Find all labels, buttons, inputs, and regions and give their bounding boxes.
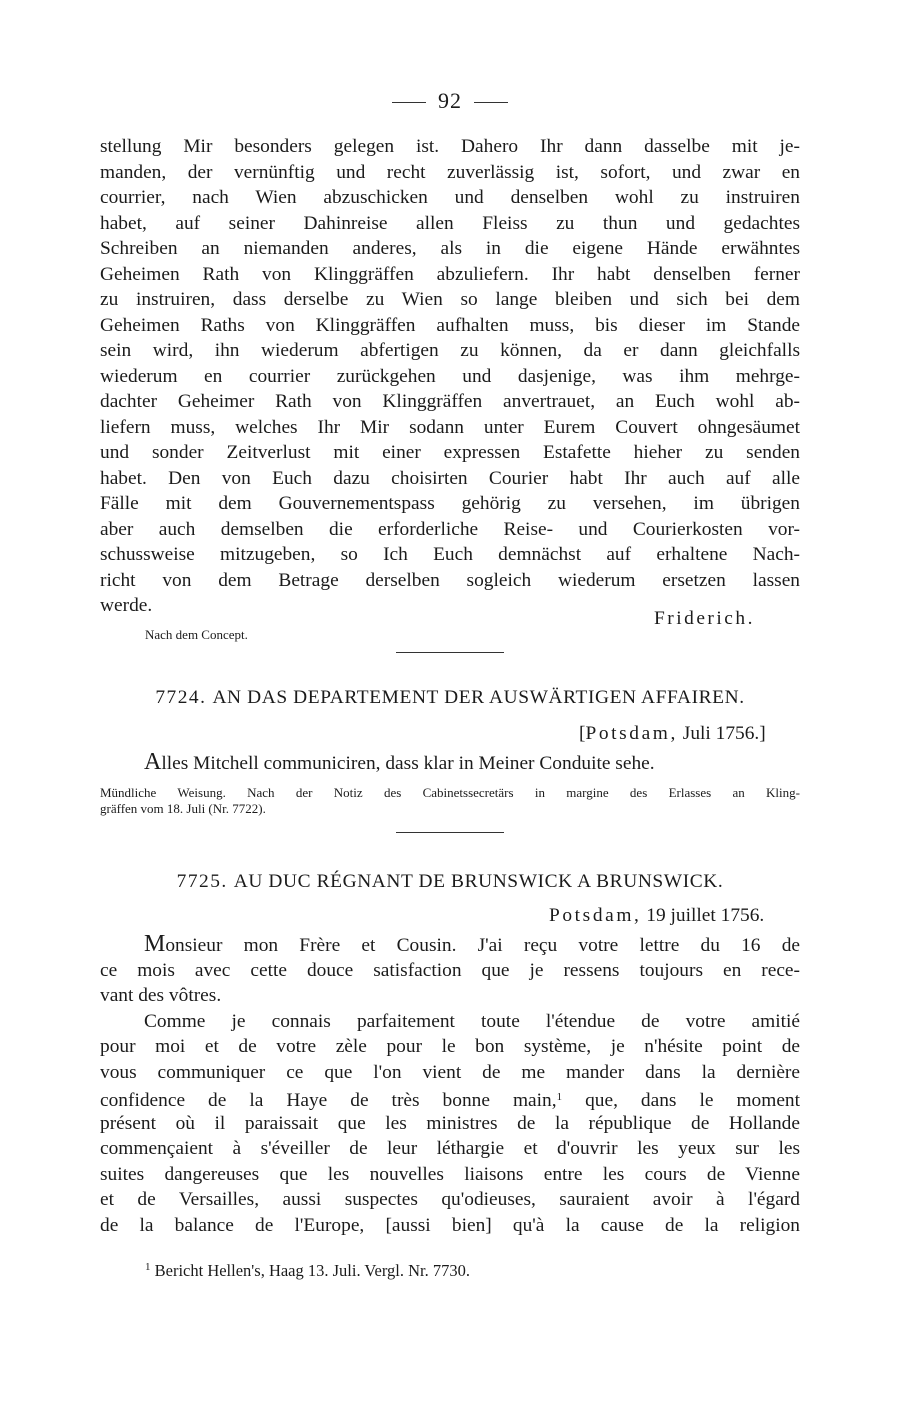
text-line: schussweise mitzugeben, so Ich Euch demnächst auf erhaltene Nach- — [100, 544, 800, 565]
text-line: zu instruiren, dass derselbe zu Wien so lange bleiben und sich bei dem — [100, 289, 800, 310]
text-line: richt von dem Betrage derselben sogleich wiederum ersetzen lassen — [100, 569, 800, 591]
text-line: aber auch demselben die erforderliche Reise- und Courierkosten vor- — [100, 518, 800, 540]
text-segment: que, dans le moment — [562, 1090, 801, 1111]
text-line: habet. Den von Euch dazu choisirten Courier habt Ihr auch auf alle — [100, 467, 800, 489]
footnote — [145, 1261, 470, 1281]
letter-7725-body — [100, 932, 800, 1238]
letter-heading-7724 — [100, 687, 800, 709]
letter-title: AU DUC RÉGNANT DE BRUNSWICK A BRUNSWICK. — [233, 871, 724, 892]
dateline-7724 — [579, 723, 766, 745]
text-line: Schreiben an niemanden anderes, als in die eigene Hände erwähntes — [100, 238, 800, 259]
text-line: Comme je connais parfaitement toute l'étendue de votre amitié — [144, 1010, 800, 1032]
text-line: sein wird, ihn wiederum abfertigen zu können, da er dann gleichfalls — [100, 340, 800, 361]
section-divider — [396, 652, 504, 653]
text-line: und sonder Zeitverlust mit einer expressen Estafette hieher zu senden — [100, 442, 800, 463]
letter-number: 7725. — [176, 871, 228, 892]
text-line: ce mois avec cette douce satisfaction que je ressens toujours en rece- — [100, 959, 800, 981]
text-line — [100, 1085, 800, 1111]
initial-letter: A — [144, 749, 162, 775]
text-line: dachter Geheimer Rath von Klinggräffen anvertrauet, an Euch wohl ab- — [100, 391, 800, 412]
letter-number: 7724. — [155, 687, 207, 708]
text-line: commençaient à s'éveiller de leur léthargie et d'ouvrir les yeux sur les — [100, 1138, 800, 1159]
text-line: Geheimen Raths von Klinggräffen aufhalten muss, bis dieser im Stande — [100, 314, 800, 336]
date-place: Potsdam, — [585, 723, 678, 744]
dateline-7725 — [549, 905, 764, 927]
text-line — [100, 932, 800, 958]
footnote-marker: 1 — [556, 1091, 563, 1103]
text-line: courrier, nach Wien abzuschicken und denselben wohl zu instruiren — [100, 187, 800, 208]
text-line: habet, auf seiner Dahinreise allen Fleiss zu thun und gedachtes — [100, 212, 800, 234]
text-line: stellung Mir besonders gelegen ist. Dahero Ihr dann dasselbe mit je- — [100, 136, 800, 157]
text-line: présent où il paraissait que les ministres de la république de Hollande — [100, 1112, 800, 1134]
date-text: Juli 1756.] — [677, 723, 766, 744]
letter-7724-body — [100, 750, 800, 776]
text-line: et de Versailles, aussi suspectes qu'odieuses, sauraient avoir à l'égard — [100, 1189, 800, 1210]
section-divider — [396, 832, 504, 833]
page-number: 92 — [438, 88, 462, 113]
note-line: Mündliche Weisung. Nach der Notiz des Cabinetssecretärs in margine des Erlasses an Kling- — [100, 785, 800, 800]
bracket-open: [ — [579, 723, 586, 744]
text-line: suites dangereuses que les nouvelles liaisons entre les cours de Vienne — [100, 1163, 800, 1185]
editorial-note-7724 — [100, 785, 800, 817]
text-line: werde. — [100, 595, 153, 616]
header-dash-left — [392, 102, 426, 103]
text-line: pour moi et de votre zèle pour le bon système, je n'hésite point de — [100, 1036, 800, 1057]
text-line — [100, 750, 800, 776]
text-line: Geheimen Rath von Klinggräffen abzuliefern. Ihr habt denselben ferner — [100, 263, 800, 285]
letter-title: AN DAS DEPARTEMENT DER AUSWÄRTIGEN AFFAIREN. — [212, 687, 745, 708]
footnote-text: Bericht Hellen's, Haag 13. Juli. Vergl. Nr. 7730. — [154, 1261, 470, 1280]
date-text: 19 juillet 1756. — [641, 905, 765, 926]
text-segment: lles Mitchell communiciren, dass klar in Meiner Conduite sehe. — [161, 753, 655, 774]
initial-letter: M — [144, 931, 166, 957]
letter-7723-body — [100, 134, 800, 619]
header-dash-right — [474, 102, 508, 103]
text-line: vant des vôtres. — [100, 985, 222, 1006]
source-note: Nach dem Concept. — [145, 627, 248, 642]
text-line: wiederum en courrier zurückgehen und dasjenige, was ihm mehrge- — [100, 365, 800, 387]
text-line: vous communiquer ce que l'on vient de me mander dans la dernière — [100, 1061, 800, 1083]
text-segment: onsieur mon Frère et Cousin. J'ai reçu votre lettre du 16 de — [165, 935, 800, 956]
date-place: Potsdam, — [549, 905, 642, 926]
page-number-header — [0, 88, 900, 114]
text-segment: confidence de la Haye de très bonne main, — [100, 1090, 557, 1111]
signature: Friderich. — [654, 608, 755, 629]
footnote-marker: 1 — [145, 1261, 151, 1273]
text-line: manden, der vernünftig und recht zuverlässig ist, sofort, und zwar en — [100, 161, 800, 183]
text-line: de la balance de l'Europe, [aussi bien] qu'à la cause de la religion — [100, 1214, 800, 1236]
letter-heading-7725 — [100, 871, 800, 893]
text-line: liefern muss, welches Ihr Mir sodann unter Eurem Couvert ohngesäumet — [100, 416, 800, 438]
note-line: gräffen vom 18. Juli (Nr. 7722). — [100, 801, 266, 816]
text-line: Fälle mit dem Gouvernementspass gehörig zu versehen, im übrigen — [100, 493, 800, 514]
